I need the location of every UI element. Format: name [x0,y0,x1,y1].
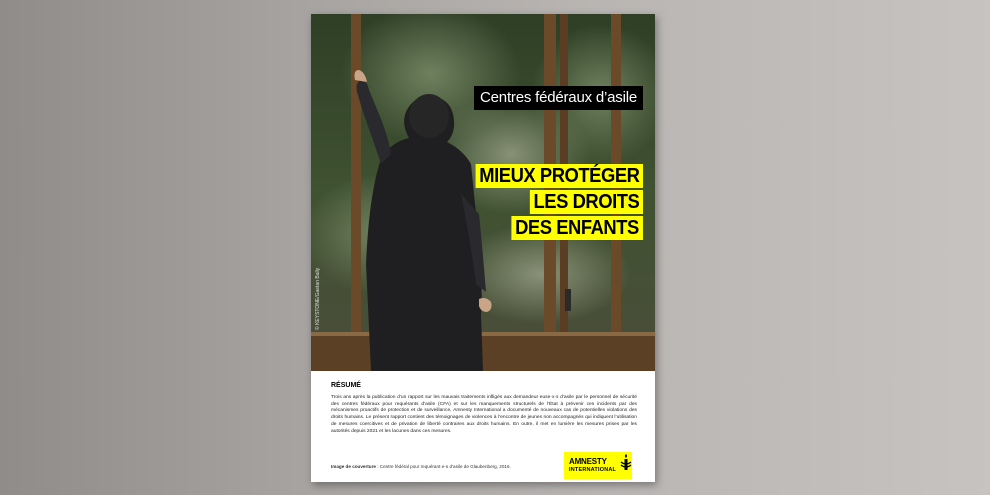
cover-caption-text: : Centre fédéral pour requérant·e·s d’asile de Glaubenberg, 2016. [375,464,511,469]
headline-line-1: MIEUX PROTÉGER [475,164,643,188]
summary-section [331,382,637,435]
logo-line-2: INTERNATIONAL [569,466,617,473]
summary-text: Trois ans après la publication d’un rapport sur les mauvais traitements infligés aux demandeur·euse·x·s d’asile par le personnel de sécurité des centres fédéraux pour requérants d’asile (CFA) et sur les manquements structurels de l’État à prévenir ces incidents par des mécanismes proactifs de protection et de surveillance, Amnesty International a documenté de nouveaux cas de potentielles violations des droits humains. Le présent rapport contient des témoignages de violences à l’encontre de jeunes non accompagnés qui indiquent l’utilisation de mesures coercitives et de privation de liberté contraires aux droits humains. En outre, il met en lumière les mesures prises par les autorités depuis 2021 et les lacunes dans ces mesures. [331,395,637,434]
summary-title: RÉSUMÉ [331,382,361,389]
logo-line-1: AMNESTY [569,456,607,466]
cover-caption [331,464,511,469]
amnesty-logo [564,452,632,479]
cover-headline [461,164,643,240]
report-cover-page [311,14,655,482]
headline-line-2: LES DROITS [530,190,643,214]
headline-line-3: DES ENFANTS [512,216,643,240]
cover-subtitle: Centres fédéraux d’asile [474,86,643,110]
cover-caption-label: Image de couverture [331,464,376,469]
photo-credit: © KEYSTONE/Gaetan Bally [315,267,321,330]
logo-text [569,458,616,474]
candle-icon [620,453,632,478]
